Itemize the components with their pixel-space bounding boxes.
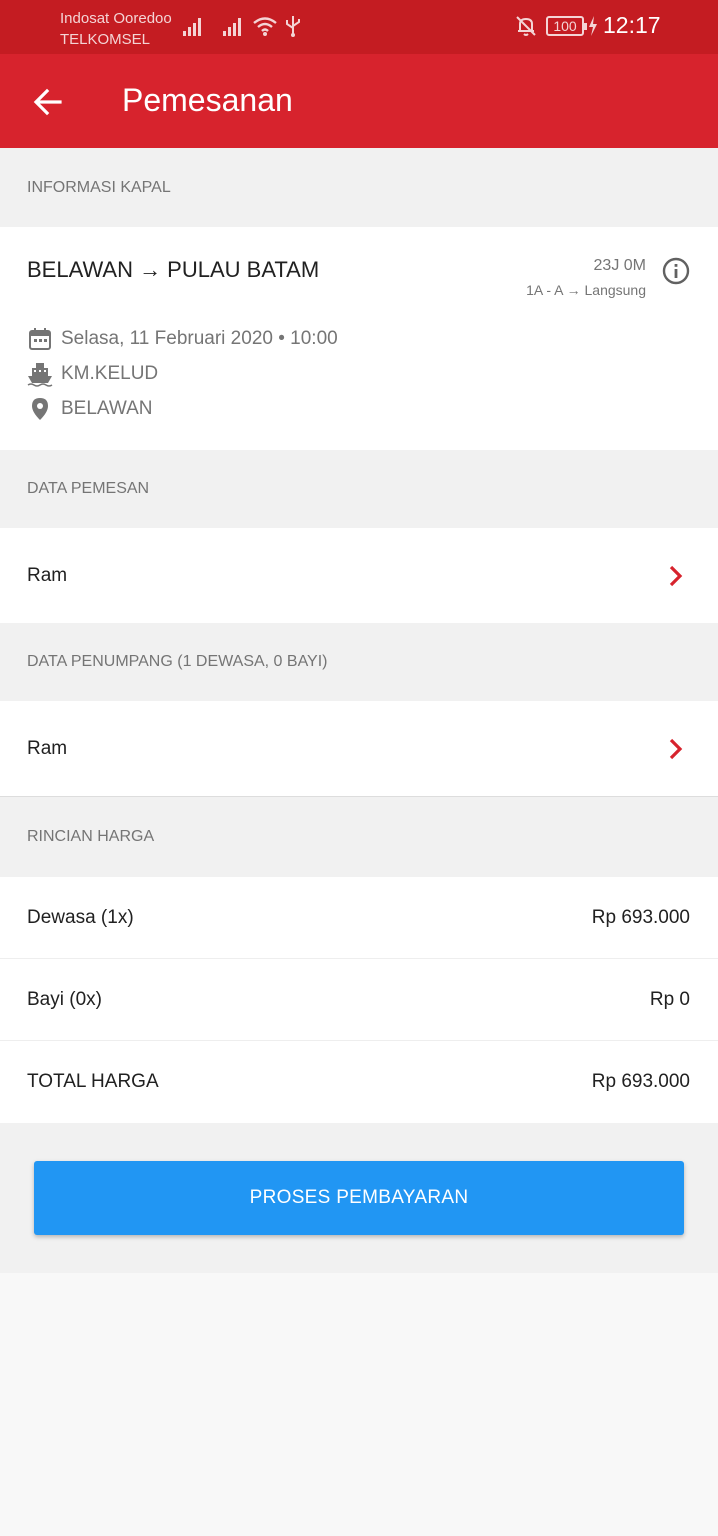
section-header-ship-info: INFORMASI KAPAL — [0, 148, 718, 227]
section-header-price: RINCIAN HARGA — [0, 797, 718, 877]
process-payment-button[interactable]: PROSES PEMBAYARAN — [34, 1161, 684, 1235]
passenger-row[interactable] — [0, 701, 718, 797]
departure-date: Selasa, 11 Februari 2020 • 10:00 — [61, 328, 338, 349]
empty-area — [0, 1273, 718, 1536]
app-bar — [0, 54, 718, 148]
price-row-adult — [0, 877, 718, 959]
ship-icon — [27, 361, 53, 387]
price-value: Rp 0 — [649, 988, 690, 1010]
chevron-right-icon — [668, 737, 684, 761]
price-value: Rp 693.000 — [591, 906, 690, 928]
battery-indicator: 100 — [546, 16, 584, 36]
info-icon[interactable] — [662, 257, 690, 285]
price-label: Dewasa (1x) — [27, 906, 134, 928]
usb-icon — [284, 14, 302, 38]
price-row-infant — [0, 959, 718, 1041]
routing-label: 1A - A → Langsung — [526, 282, 646, 298]
total-label: TOTAL HARGA — [27, 1071, 159, 1092]
page-title: Pemesanan — [122, 82, 293, 118]
total-value: Rp 693.000 — [591, 1071, 690, 1092]
status-bar — [0, 0, 718, 54]
signal-icon — [182, 15, 206, 37]
location-pin-icon — [27, 396, 53, 422]
signal-icon — [222, 15, 246, 37]
clock: 12:17 — [603, 12, 661, 38]
action-area — [0, 1123, 718, 1273]
ship-name: KM.KELUD — [61, 363, 159, 384]
carrier-2: TELKOMSEL — [60, 31, 151, 48]
price-row-total — [0, 1041, 718, 1123]
section-header-booker: DATA PEMESAN — [0, 450, 718, 528]
chevron-right-icon — [668, 564, 684, 588]
departure-date-row — [27, 326, 338, 352]
charging-icon — [588, 16, 598, 36]
carrier-names — [60, 8, 172, 50]
price-label: Bayi (0x) — [27, 988, 102, 1010]
port-row — [27, 396, 153, 422]
carrier-1: Indosat Ooredoo — [60, 10, 172, 27]
wifi-icon — [252, 14, 278, 38]
duration-label: 23J 0M — [593, 257, 646, 274]
ship-name-row — [27, 361, 158, 387]
arrow-left-icon — [33, 87, 63, 117]
back-button[interactable] — [24, 78, 72, 126]
booker-name: Ram — [27, 564, 68, 586]
booker-row[interactable] — [0, 528, 718, 623]
bell-off-icon — [514, 14, 538, 38]
port-name: BELAWAN — [61, 398, 153, 419]
passenger-name: Ram — [27, 737, 68, 759]
ship-info-card — [0, 227, 718, 450]
section-header-passengers: DATA PENUMPANG (1 DEWASA, 0 BAYI) — [0, 623, 718, 701]
route-label: BELAWAN → PULAU BATAM — [27, 257, 320, 282]
calendar-icon — [27, 326, 53, 352]
